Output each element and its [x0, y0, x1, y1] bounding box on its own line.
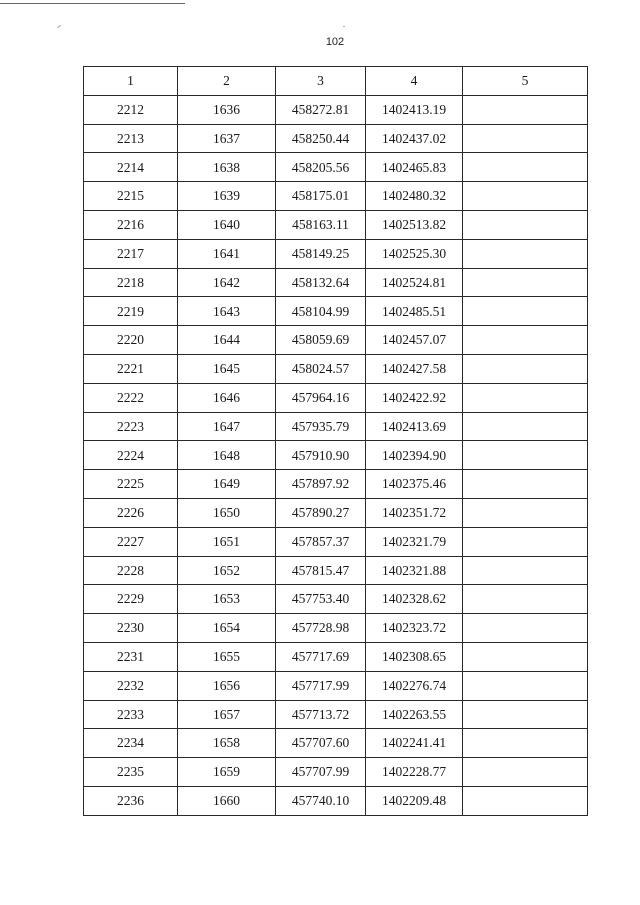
table-cell: 1639 [178, 182, 276, 211]
table-cell: 457713.72 [276, 700, 366, 729]
table-cell [463, 786, 588, 815]
table-cell: 457964.16 [276, 383, 366, 412]
table-cell [463, 326, 588, 355]
table-cell: 458059.69 [276, 326, 366, 355]
table-cell [463, 268, 588, 297]
table-cell: 1402465.83 [366, 153, 463, 182]
table-cell: 1402524.81 [366, 268, 463, 297]
table-cell: 1402276.74 [366, 671, 463, 700]
table-cell: 1658 [178, 729, 276, 758]
table-cell [463, 297, 588, 326]
table-cell: 2219 [84, 297, 178, 326]
table-cell: 1638 [178, 153, 276, 182]
table-cell: 2231 [84, 642, 178, 671]
table-cell: 1402413.19 [366, 95, 463, 124]
table-cell [463, 239, 588, 268]
table-row [84, 124, 588, 153]
table-cell: 458149.25 [276, 239, 366, 268]
table-cell: 1637 [178, 124, 276, 153]
table-cell [463, 729, 588, 758]
table-cell: 458132.64 [276, 268, 366, 297]
table-row [84, 614, 588, 643]
column-header: 4 [366, 67, 463, 96]
table-cell: 1648 [178, 441, 276, 470]
table-cell: 2216 [84, 210, 178, 239]
column-header: 1 [84, 67, 178, 96]
table-cell [463, 642, 588, 671]
table-cell: 1649 [178, 470, 276, 499]
table-cell: 458024.57 [276, 354, 366, 383]
table-cell: 1402513.82 [366, 210, 463, 239]
table-cell: 457753.40 [276, 585, 366, 614]
table-cell [463, 498, 588, 527]
table-cell: 1402485.51 [366, 297, 463, 326]
table-row [84, 498, 588, 527]
table-cell: 1402228.77 [366, 758, 463, 787]
table-cell: 2234 [84, 729, 178, 758]
table-cell [463, 412, 588, 441]
table-cell: 2227 [84, 527, 178, 556]
table-cell: 1402480.32 [366, 182, 463, 211]
scan-artifact-dot [343, 26, 345, 27]
table-cell: 2229 [84, 585, 178, 614]
table-cell: 2220 [84, 326, 178, 355]
column-header: 5 [463, 67, 588, 96]
table-cell: 2222 [84, 383, 178, 412]
table-cell [463, 153, 588, 182]
table-cell: 1656 [178, 671, 276, 700]
column-header: 2 [178, 67, 276, 96]
table-cell: 457707.99 [276, 758, 366, 787]
table-cell: 458175.01 [276, 182, 366, 211]
table-cell: 1402394.90 [366, 441, 463, 470]
table-cell: 458205.56 [276, 153, 366, 182]
table-cell: 1402263.55 [366, 700, 463, 729]
table-cell: 1641 [178, 239, 276, 268]
table-cell: 1660 [178, 786, 276, 815]
table-cell: 1643 [178, 297, 276, 326]
table-cell: 457740.10 [276, 786, 366, 815]
table-cell: 1402323.72 [366, 614, 463, 643]
table-cell: 2213 [84, 124, 178, 153]
table-cell: 1644 [178, 326, 276, 355]
table-row [84, 556, 588, 585]
table-cell: 458272.81 [276, 95, 366, 124]
table-cell [463, 556, 588, 585]
table-cell: 457815.47 [276, 556, 366, 585]
table-cell: 1653 [178, 585, 276, 614]
scan-artifact-line [0, 3, 185, 4]
table-cell: 457717.99 [276, 671, 366, 700]
table-cell: 2236 [84, 786, 178, 815]
table-row [84, 326, 588, 355]
table-body [84, 95, 588, 815]
table-cell: 2230 [84, 614, 178, 643]
table-cell: 1402375.46 [366, 470, 463, 499]
table-cell: 1402437.02 [366, 124, 463, 153]
table-cell: 1636 [178, 95, 276, 124]
table-cell: 1402413.69 [366, 412, 463, 441]
table-cell: 1645 [178, 354, 276, 383]
table-row [84, 642, 588, 671]
table-cell: 457890.27 [276, 498, 366, 527]
page-number: 102 [325, 36, 345, 48]
table-cell: 2218 [84, 268, 178, 297]
table-row [84, 585, 588, 614]
table-cell: 2232 [84, 671, 178, 700]
table-cell: 1642 [178, 268, 276, 297]
table-cell [463, 95, 588, 124]
table-cell: 2224 [84, 441, 178, 470]
table-cell: 1402321.88 [366, 556, 463, 585]
table-row [84, 297, 588, 326]
table-cell: 1402351.72 [366, 498, 463, 527]
table-cell: 1650 [178, 498, 276, 527]
table-cell [463, 210, 588, 239]
table-cell [463, 124, 588, 153]
table-cell: 1654 [178, 614, 276, 643]
table-cell: 457717.69 [276, 642, 366, 671]
table-cell: 458104.99 [276, 297, 366, 326]
table-cell: 1402308.65 [366, 642, 463, 671]
scan-artifact-mark [57, 25, 61, 28]
table-cell: 1646 [178, 383, 276, 412]
table-cell: 457897.92 [276, 470, 366, 499]
table-cell: 1640 [178, 210, 276, 239]
table-row [84, 210, 588, 239]
table-row [84, 441, 588, 470]
table-cell: 457728.98 [276, 614, 366, 643]
table-cell: 1402422.92 [366, 383, 463, 412]
table-cell [463, 470, 588, 499]
table-cell: 2221 [84, 354, 178, 383]
table-cell: 1402427.58 [366, 354, 463, 383]
table-cell: 2226 [84, 498, 178, 527]
table-row [84, 527, 588, 556]
table-cell: 2217 [84, 239, 178, 268]
table-row [84, 268, 588, 297]
table-cell: 458250.44 [276, 124, 366, 153]
table-cell [463, 758, 588, 787]
table-row [84, 239, 588, 268]
table-cell: 2235 [84, 758, 178, 787]
table-row [84, 182, 588, 211]
table-cell: 1647 [178, 412, 276, 441]
table-row [84, 470, 588, 499]
table-cell: 1402209.48 [366, 786, 463, 815]
table-cell: 1402328.62 [366, 585, 463, 614]
table-cell [463, 441, 588, 470]
coordinates-table [83, 66, 588, 816]
table-cell: 2215 [84, 182, 178, 211]
table-cell [463, 383, 588, 412]
table-row [84, 786, 588, 815]
table-cell [463, 614, 588, 643]
table-cell: 1659 [178, 758, 276, 787]
table-cell: 1402457.07 [366, 326, 463, 355]
column-header: 3 [276, 67, 366, 96]
table-cell: 2214 [84, 153, 178, 182]
table-cell: 457910.90 [276, 441, 366, 470]
table-cell [463, 700, 588, 729]
table-cell [463, 671, 588, 700]
table-cell: 457935.79 [276, 412, 366, 441]
table-cell: 1402321.79 [366, 527, 463, 556]
table-cell: 1652 [178, 556, 276, 585]
header-row [84, 67, 588, 96]
table-row [84, 354, 588, 383]
table-cell: 1402241.41 [366, 729, 463, 758]
table-cell [463, 585, 588, 614]
table-row [84, 383, 588, 412]
table-cell: 2212 [84, 95, 178, 124]
table-row [84, 729, 588, 758]
table-cell: 2233 [84, 700, 178, 729]
table-cell [463, 354, 588, 383]
table-row [84, 412, 588, 441]
table-cell: 457707.60 [276, 729, 366, 758]
table-row [84, 758, 588, 787]
table-cell: 2228 [84, 556, 178, 585]
table-row [84, 153, 588, 182]
table-cell: 2223 [84, 412, 178, 441]
table-cell: 457857.37 [276, 527, 366, 556]
table-cell: 1657 [178, 700, 276, 729]
table-cell: 458163.11 [276, 210, 366, 239]
table-row [84, 671, 588, 700]
table-cell [463, 527, 588, 556]
table-cell: 1651 [178, 527, 276, 556]
table-cell: 2225 [84, 470, 178, 499]
table-cell [463, 182, 588, 211]
table-cell: 1655 [178, 642, 276, 671]
table-cell: 1402525.30 [366, 239, 463, 268]
table-row [84, 700, 588, 729]
table-row [84, 95, 588, 124]
